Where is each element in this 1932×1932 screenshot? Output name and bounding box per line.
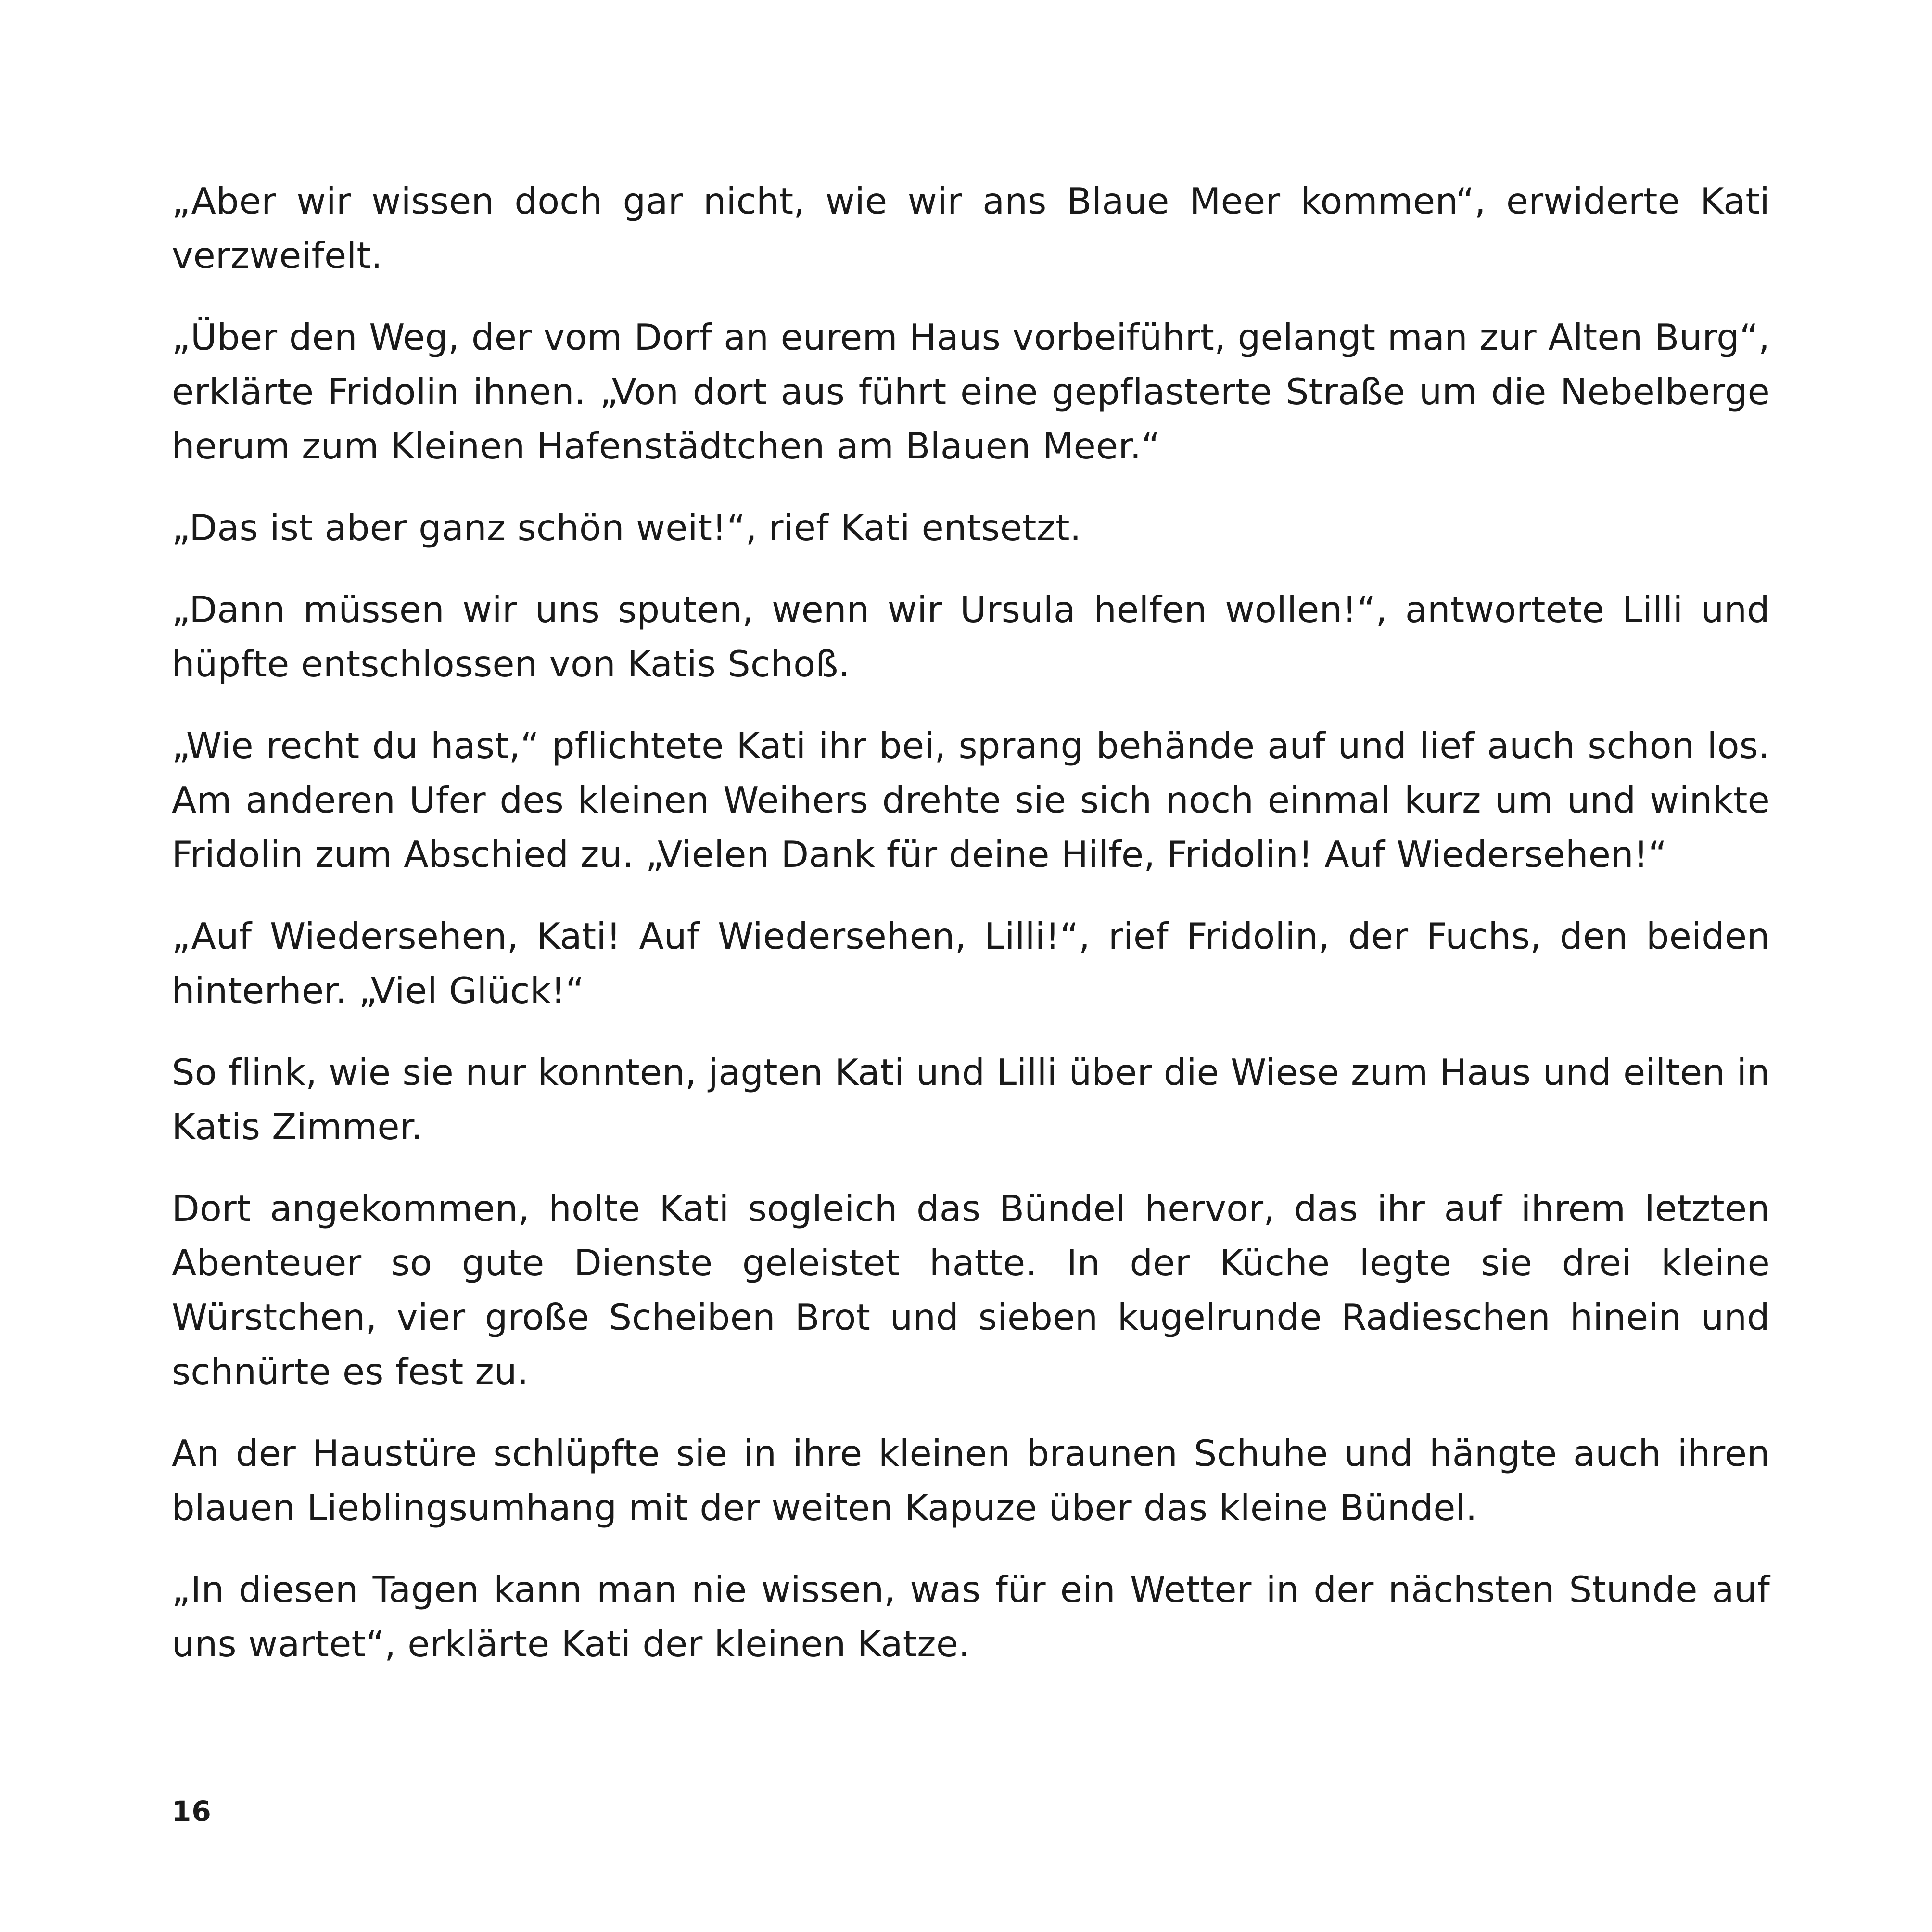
paragraph: „Auf Wiedersehen, Kati! Auf Wiedersehen, Lilli!“, rief Fridolin, der Fuchs, den beiden hinterher. „Viel Glück!“ [172,915,1770,1012]
page-number: 16 [172,1795,212,1828]
paragraph: „Über den Weg, der vom Dorf an eurem Haus vorbeiführt, gelangt man zur Alten Burg“, erklärte Fridolin ihnen. „Von dort aus führt eine gepflasterte Straße um die Nebelberge herum zum Kleinen Hafenstädtchen am Blauen Meer.“ [172,316,1770,467]
paragraph: „Das ist aber ganz schön weit!“, rief Kati entsetzt. [172,507,1081,549]
paragraph: „Wie recht du hast,“ pflichtete Kati ihr bei, sprang behände auf und lief auch schon los. Am anderen Ufer des kleinen Weihers drehte sie sich noch einmal kurz um und winkte Fridolin zum Abschied zu. „Vielen Dank für deine Hilfe, Fridolin! Auf Wiedersehen!“ [172,724,1770,876]
paragraph: „Dann müssen wir uns sputen, wenn wir Ursula helfen wollen!“, antwortete Lilli und hüpfte entschlossen von Katis Schoß. [172,588,1770,685]
paragraph: An der Haustüre schlüpfte sie in ihre kleinen braunen Schuhe und hängte auch ihren blauen Lieblingsumhang mit der weiten Kapuze über das kleine Bündel. [172,1432,1770,1529]
body-text [172,174,1770,1699]
paragraph: So flink, wie sie nur konnten, jagten Kati und Lilli über die Wiese zum Haus und eilten in Katis Zimmer. [172,1051,1770,1148]
paragraph: „Aber wir wissen doch gar nicht, wie wir ans Blaue Meer kommen“, erwiderte Kati verzweifelt. [172,180,1770,277]
paragraph: „In diesen Tagen kann man nie wissen, was für ein Wetter in der nächsten Stunde auf uns wartet“, erklärte Kati der kleinen Katze. [172,1568,1770,1665]
paragraph: Dort angekommen, holte Kati sogleich das Bündel hervor, das ihr auf ihrem letzten Abenteuer so gute Dienste geleistet hatte. In der Küche legte sie drei kleine Würstchen, vier große Scheiben Brot und sieben kugelrunde Radieschen hinein und schnürte es fest zu. [172,1187,1770,1393]
